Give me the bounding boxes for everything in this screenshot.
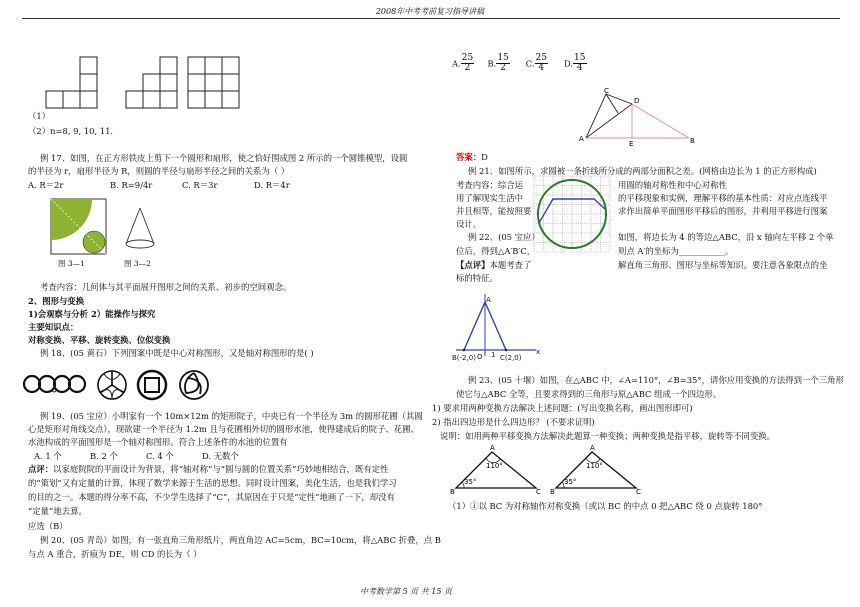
example20-line2: 与点 A 重合，折痕为 DE，则 CD 的长为（ ）	[28, 549, 202, 559]
comment-line1: 以家庭院院的平面设计为背景，将“轴对称”与“圆与圆的位置关系”巧妙地相结合，既有定性	[53, 464, 389, 474]
axis-label-one: 1	[491, 351, 496, 359]
example20-answer	[456, 151, 488, 164]
axis-label-c: C(2,0)	[500, 354, 522, 362]
example21-right-3: 求作出简单平面图形平移后的图形，并利用平移进行图案	[618, 206, 828, 216]
example17-line1: 例 17、如图，在正方形铁皮上剪下一个圆形和扇形，使之恰好围成图 2 所示的一个圆锥模型，设圆	[40, 153, 408, 163]
example22-line3: 则点 A′的坐标为___________。	[618, 246, 734, 256]
example17-line2: 的半径为 r，扇形半径为 R，则圆的半径与扇形半径之间的关系为（ ）	[28, 166, 290, 176]
remark-label: 【点评】	[456, 260, 490, 270]
example22-label: 例 22、(05 宝应）	[468, 232, 540, 242]
example19-line2: 心是矩形对角线交点），现欲建一个半径为 1.2m 且与花圃相外切的圆形水池，使得建成后的院子、花圃、	[28, 424, 419, 434]
item1-label: （1）	[28, 111, 51, 121]
header-rule	[22, 18, 840, 19]
square-nets-figure	[30, 52, 250, 122]
comment-block	[28, 463, 389, 476]
transform-list: 对称变换、平移、旋转变换、位似变换	[28, 335, 171, 345]
tri23-left-angle-b: 35°	[464, 478, 477, 486]
tri-label-a: A	[579, 135, 584, 143]
comment-line4: “定量”地去算。	[28, 506, 87, 516]
option-c-letter: C.	[525, 58, 535, 69]
figure-3-1-caption: 图 3—1	[58, 259, 85, 268]
example21-left-5: 设计。	[456, 219, 482, 229]
option-c-fraction: $\frac{25}{4}$	[535, 53, 547, 74]
tri23-right-b: B	[550, 488, 555, 496]
remark-block	[456, 259, 531, 272]
option-a-letter: A.	[452, 58, 461, 69]
answer-label: 答案：	[456, 152, 482, 162]
figure-3-2-cone	[120, 206, 160, 252]
grid-circle-figure	[534, 176, 610, 252]
option-b-letter: B.	[487, 58, 497, 69]
figure-3-1-sector	[50, 198, 110, 258]
option-a-fraction: $\frac{25}{2}$	[461, 53, 474, 74]
remark-right: 解直角三角形、图形与坐标等知识。要注意各象限点的坐	[618, 260, 828, 270]
page-header: 2008年中考考前复习指导讲稿	[375, 7, 485, 16]
tri-label-e: E	[629, 140, 634, 148]
section-2-goals: 1)会观察与分析 2）能操作与探究	[28, 309, 156, 319]
example18-text: 例 18、(05 黄石）下列图案中既是中心对称图形，又是轴对称图形的是( )	[40, 348, 314, 358]
example19-option-c: C. 4 个	[146, 451, 174, 461]
example17-option-b: B. R=9/4r	[110, 180, 153, 190]
example20-line1: 例 20、(05 青岛）如图，有一张直角三角形纸片，两直角边 AC=5cm，BC=10cm，将△ABC 折叠，点 B	[40, 535, 441, 545]
example23-line2: 使它与△ABC 全等，且要求得到的三角形与原△ABC 组成一个四边形。	[456, 389, 722, 399]
axis-label-a: A	[486, 296, 491, 304]
example23-question2: 2) 指出四边形是什么四边形？ (不要求证明)	[432, 417, 595, 427]
tri-label-c: C	[604, 87, 609, 95]
tri23-right-angle-a: 110°	[586, 462, 603, 470]
example17-option-a: A. R＝2r	[28, 180, 64, 190]
tri23-right-a: A	[590, 444, 595, 452]
example20-options	[452, 54, 587, 74]
example23-line1: 例 23、(05 十堰）如图，在△ABC 中，∠A=110°，∠B=35°，请你应用变换的方法得到一个三角形	[468, 375, 844, 385]
example19-option-a: A. 1 个	[34, 451, 62, 461]
axis-triangle-figure	[452, 292, 542, 362]
tri23-right-c: C	[636, 488, 641, 496]
comment-line3: 的目的之一。本题的得分率不高，不少学生选择了“C”，其原因在于只是“定性”地画了一下，却没有	[28, 492, 395, 502]
example19-line3: 水池构成的平面图形是一个轴对称图形。符合上述条件的水池的位置有	[28, 437, 288, 447]
tri23-left-b: B	[450, 488, 455, 496]
axis-label-b: B(-2,0)	[452, 354, 476, 362]
item2-text: （2）n=8, 9, 10, 11.	[28, 126, 114, 136]
figure-3-2-caption: 图 3—2	[124, 259, 151, 268]
option-d-fraction: $\frac{15}{4}$	[574, 53, 586, 74]
axis-label-x: x	[536, 348, 541, 356]
example18-patterns	[22, 368, 212, 404]
section-2-title: 2、图形与变换	[28, 296, 85, 306]
example22-line1: 如图，将边长为 4 的等边△ABC，沿 x 轴向左平移 2 个单	[618, 232, 834, 242]
example23-note: 说明：如用两种平移变换方法解决此题算一种变换；两种变换是指平移，旋转等不同变换。	[440, 431, 775, 441]
example23-triangles	[448, 440, 648, 496]
example21-line1: 例 21、如图所示，求圆被一条折线所分成的两部分面积之差。(网格由边长为 1 的正方形构成)	[468, 166, 817, 176]
tri23-left-a: A	[490, 444, 495, 452]
example19-option-d: D. 无数个	[202, 451, 239, 461]
comment-label: 点评：	[28, 464, 54, 474]
example23-question1: 1) 要求用两种变换方法解决上述问题：(写出变换名称，画出图形即可)	[432, 403, 693, 413]
example23-answer: （1）①以 BC 为对称轴作对称变换（或以 BC 的中点 0 把△ABC 绕 0 点旋转 180°	[448, 501, 763, 511]
example17-option-d: D. R＝4r	[254, 180, 290, 190]
main-points-label: 主要知识点：	[28, 322, 79, 332]
option-b-fraction: $\frac{15}{2}$	[497, 53, 509, 74]
example22-line2: 位后，得到△A′B′C，	[456, 246, 536, 256]
example21-right-2: 的平移现象和实例，理解平移的基本性质：对应点连线平	[618, 193, 828, 203]
tri23-left-c: C	[536, 488, 541, 496]
example17-option-c: C. R＝3r	[182, 180, 218, 190]
axis-label-o: O	[477, 353, 483, 361]
option-d-letter: D.	[563, 58, 574, 69]
answer-value: D	[481, 152, 488, 162]
page-footer: 中考数学第 5 页 共 15 页	[360, 587, 452, 596]
remark-text: 本题考查了	[489, 260, 532, 270]
example21-left-3: 并且相等，能按照要	[456, 206, 532, 216]
exam-point-text: 考查内容：几何体与其平面展开图形之间的关系、初步的空间观念。	[40, 282, 292, 292]
example21-left-1: 考查内容：综合运	[456, 180, 523, 190]
remark-line2: 标的特征。	[456, 273, 498, 283]
example19-line1: 例 19、(05 宝应）小明家有一个 10m×12m 的矩形院子，中央已有一个半径为 3m 的圆形花圃（其圆	[40, 411, 423, 421]
example19-answer: 应选（B）	[28, 521, 68, 531]
tri-label-d: D	[634, 97, 640, 105]
example19-option-b: B. 2 个	[90, 451, 118, 461]
tri23-right-angle-b: 35°	[564, 478, 577, 486]
comment-line2: 的“策划”又有定量的计算，体现了数学来源于生活的思想。同时设计图案，美化生活，也是我们学习	[28, 478, 397, 488]
tri-label-b: B	[690, 137, 695, 145]
folded-triangle-figure	[574, 88, 704, 148]
example21-left-2: 用了解现实生活中	[456, 193, 523, 203]
tri23-left-angle-a: 110°	[486, 462, 503, 470]
example21-right-1: 用圆的轴对称性和中心对称性	[618, 180, 727, 190]
